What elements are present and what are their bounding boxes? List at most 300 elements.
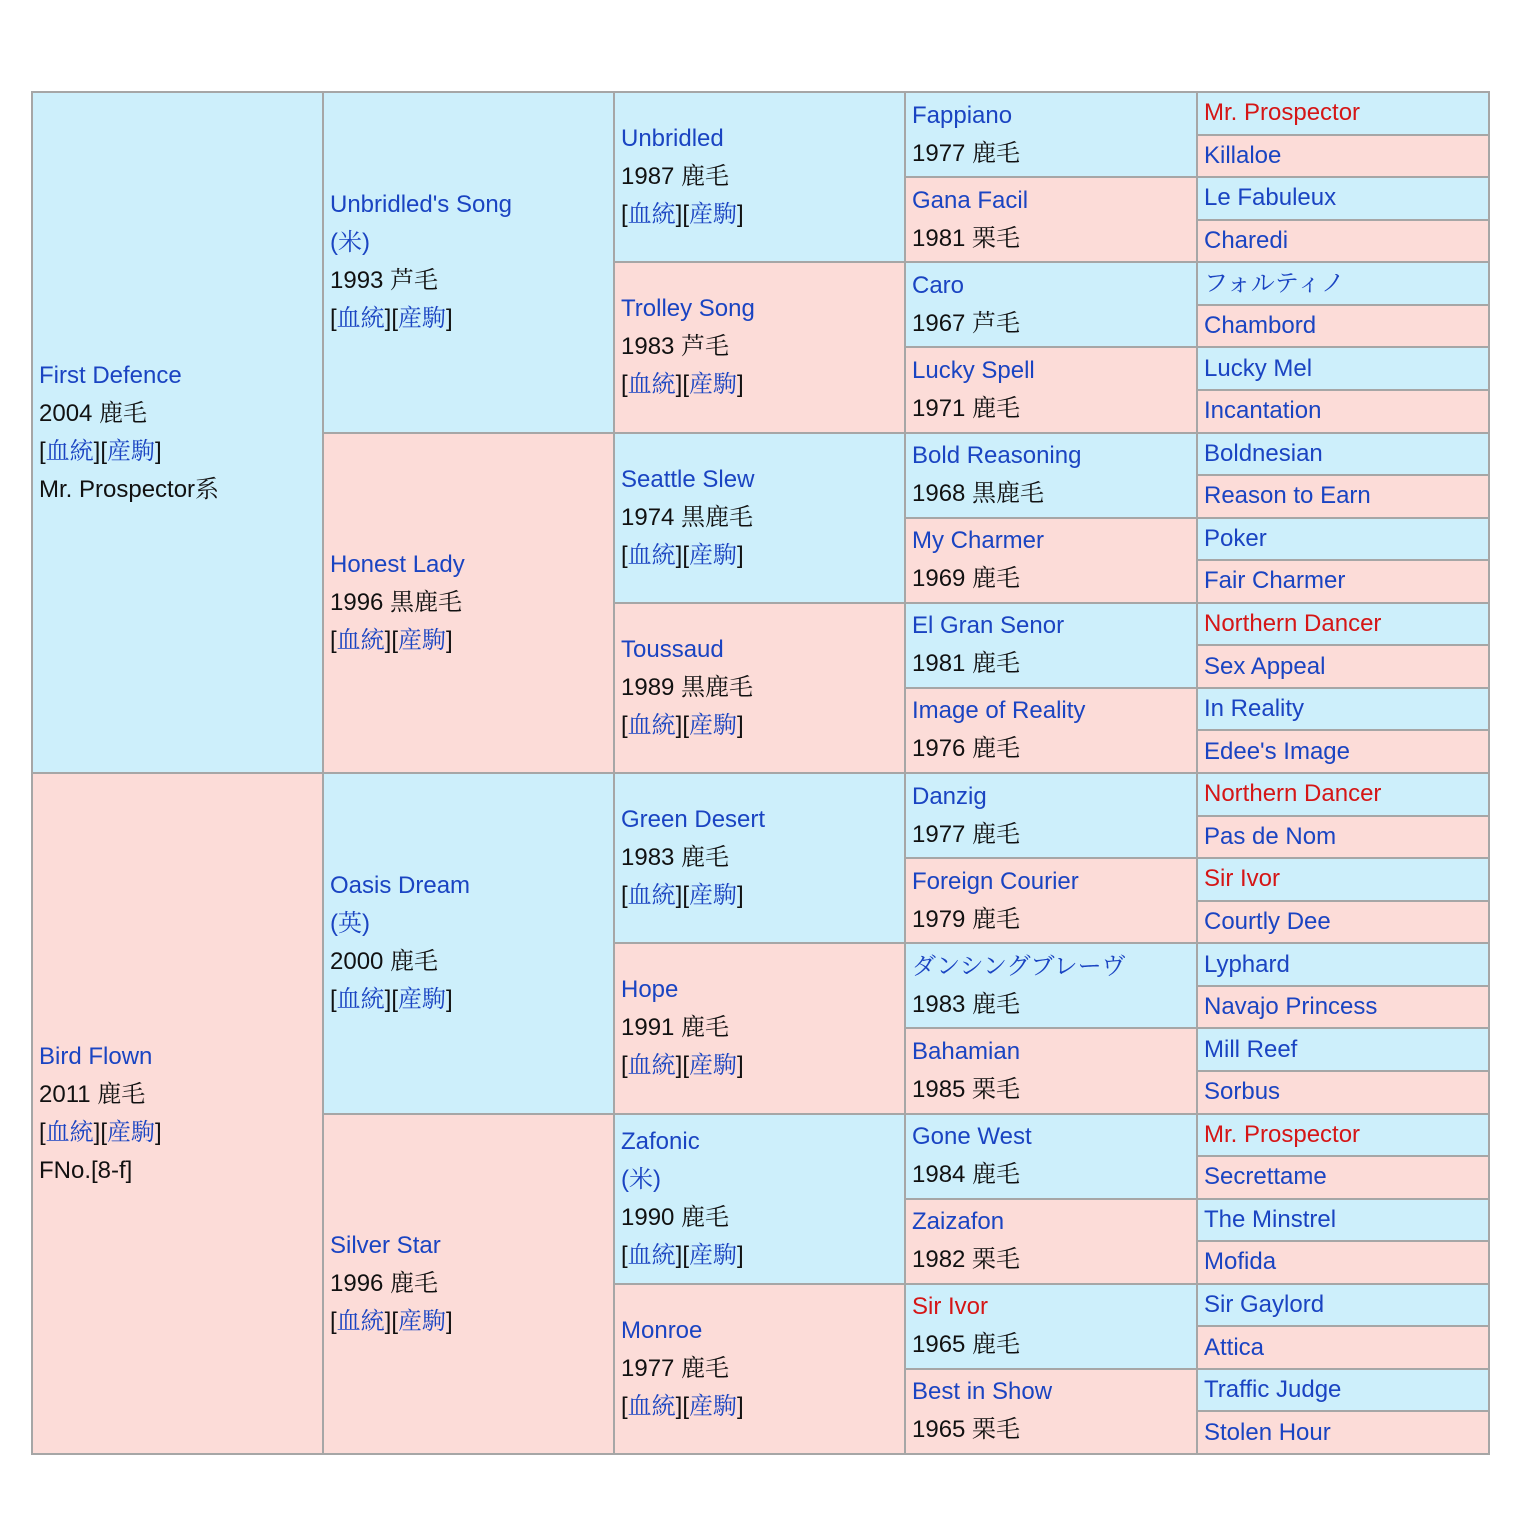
ancestor-cell-gen4: [905, 177, 1197, 262]
ancestor-cell-gen4: [905, 1028, 1197, 1113]
links-line: [血統][産駒]: [621, 201, 744, 229]
birth-year-color: 1987 鹿毛: [621, 163, 730, 191]
horse-name-link[interactable]: Foreign Courier: [912, 867, 1079, 895]
ancestor-cell-gen5: [1197, 1369, 1489, 1412]
pedigree-row: [32, 773, 1489, 816]
birth-year-color: 1983 芦毛: [621, 333, 730, 361]
pedigree-link[interactable]: 血統: [45, 1118, 94, 1146]
horse-name-link[interactable]: Gana Facil: [912, 186, 1029, 214]
ancestor-cell-gen4: [905, 1199, 1197, 1284]
horse-name-link[interactable]: Silver Star: [330, 1231, 441, 1259]
ancestor-cell-gen2: [323, 773, 614, 1114]
ancestor-cell-gen5: [1197, 305, 1489, 348]
ancestor-cell-gen2: [323, 1114, 614, 1455]
ancestor-cell-gen5: [1197, 688, 1489, 731]
ancestor-cell-gen4: [905, 688, 1197, 773]
lineage-note: Mr. Prospector系: [39, 475, 220, 503]
horse-name-link[interactable]: Northern Dancer: [1204, 610, 1382, 638]
horse-name-link[interactable]: Chambord: [1204, 312, 1317, 340]
horse-name-line: [1204, 179, 1482, 217]
birth-year-color: 1996 鹿毛: [330, 1269, 439, 1297]
birth-color-line: [621, 1009, 898, 1047]
pedigree-link[interactable]: 血統: [45, 437, 94, 465]
horse-name-link[interactable]: Bahamian: [912, 1037, 1021, 1065]
links-line: [血統][産駒]: [621, 1241, 744, 1269]
birth-color-line: [912, 560, 1190, 598]
horse-name-link[interactable]: Oasis Dream: [330, 872, 471, 900]
birth-color-line: [912, 220, 1190, 258]
ancestor-cell-gen5: [1197, 135, 1489, 178]
ancestor-cell-gen4: [905, 433, 1197, 518]
horse-name-line: [1204, 265, 1482, 303]
ancestor-cell-gen4: [905, 1114, 1197, 1199]
links-line: [血統][産駒]: [621, 1052, 744, 1080]
horse-name-link[interactable]: Image of Reality: [912, 697, 1086, 725]
horse-name-line: [912, 1203, 1190, 1241]
horse-name-line: [912, 267, 1190, 305]
ancestor-cell-gen3: [614, 262, 905, 432]
pedigree-link[interactable]: 血統: [627, 882, 676, 910]
ancestor-cell-gen5: [1197, 347, 1489, 390]
horse-name-line: [912, 1373, 1190, 1411]
pedigree-link[interactable]: 血統: [627, 371, 676, 399]
pedigree-link[interactable]: 血統: [336, 305, 385, 333]
country-link[interactable]: (英): [330, 910, 370, 938]
progeny-link[interactable]: 産駒: [689, 1052, 738, 1080]
horse-name-link[interactable]: Reason to Earn: [1204, 482, 1371, 510]
progeny-link[interactable]: 産駒: [689, 882, 738, 910]
birth-year-color: 1991 鹿毛: [621, 1014, 730, 1042]
ancestor-cell-gen4: [905, 518, 1197, 603]
horse-name-link[interactable]: Lyphard: [1204, 950, 1290, 978]
horse-name-line: [1204, 1158, 1482, 1196]
links-line: [血統][産駒]: [621, 882, 744, 910]
birth-color-line: [912, 475, 1190, 513]
links-line: [血統][産駒]: [39, 1118, 162, 1146]
horse-name-link[interactable]: Killaloe: [1204, 141, 1282, 169]
ancestor-cell-gen3: [614, 773, 905, 943]
horse-name-line: [912, 948, 1190, 986]
birth-year-color: 1984 鹿毛: [912, 1161, 1021, 1189]
horse-name-line: [1204, 520, 1482, 558]
horse-name-line: [330, 1227, 607, 1265]
horse-name-link[interactable]: Hope: [621, 976, 679, 1004]
horse-name-link[interactable]: ダンシングブレーヴ: [912, 952, 1126, 980]
horse-name-line: [1204, 818, 1482, 856]
progeny-link[interactable]: 産駒: [689, 541, 738, 569]
birth-year-color: 2000 鹿毛: [330, 948, 439, 976]
birth-color-line: [912, 730, 1190, 768]
ancestor-cell-gen4: [905, 262, 1197, 347]
horse-name-link[interactable]: Seattle Slew: [621, 465, 755, 493]
birth-year-color: 1985 栗毛: [912, 1075, 1021, 1103]
horse-name-line: [621, 801, 898, 839]
horse-name-line: [621, 120, 898, 158]
birth-year-color: 1982 栗毛: [912, 1246, 1021, 1274]
horse-name-line: [1204, 392, 1482, 430]
birth-color-line: [912, 645, 1190, 683]
progeny-link[interactable]: 産駒: [689, 201, 738, 229]
birth-year-color: 1974 黒鹿毛: [621, 503, 754, 531]
progeny-link[interactable]: 産駒: [398, 986, 447, 1014]
country-line: [330, 224, 607, 262]
horse-name-link[interactable]: Best in Show: [912, 1378, 1053, 1406]
ancestor-cell-gen5: [1197, 390, 1489, 433]
ancestor-cell-gen5: [1197, 560, 1489, 603]
ancestor-cell-gen5: [1197, 1241, 1489, 1284]
links-line: [血統][産駒]: [330, 626, 453, 654]
birth-color-line: [621, 1199, 898, 1237]
horse-name-line: [1204, 1329, 1482, 1367]
birth-color-line: [330, 943, 607, 981]
horse-name-link[interactable]: Sir Gaylord: [1204, 1291, 1325, 1319]
horse-name-line: [621, 461, 898, 499]
birth-year-color: 2004 鹿毛: [39, 399, 148, 427]
horse-name-link[interactable]: Zaizafon: [912, 1208, 1005, 1236]
horse-name-link[interactable]: Toussaud: [621, 635, 724, 663]
birth-year-color: 1990 鹿毛: [621, 1203, 730, 1231]
birth-color-line: [912, 1326, 1190, 1364]
horse-name-line: [1204, 94, 1482, 132]
horse-name-line: [1204, 1286, 1482, 1324]
links-line: [血統][産駒]: [39, 437, 162, 465]
horse-name-link[interactable]: Pas de Nom: [1204, 822, 1337, 850]
ancestor-cell-gen5: [1197, 645, 1489, 688]
horse-name-link[interactable]: Lucky Spell: [912, 356, 1035, 384]
links-line: [血統][産駒]: [621, 541, 744, 569]
ancestor-cell-gen5: [1197, 943, 1489, 986]
pedigree-link[interactable]: 血統: [336, 986, 385, 1014]
pedigree-link[interactable]: 血統: [627, 1241, 676, 1269]
horse-name-link[interactable]: Honest Lady: [330, 550, 465, 578]
horse-name-line: [1204, 350, 1482, 388]
ancestor-cell-gen3: [614, 1284, 905, 1454]
ancestor-cell-gen5: [1197, 1199, 1489, 1242]
horse-name-line: [1204, 946, 1482, 984]
horse-name-link[interactable]: Mr. Prospector: [1204, 99, 1361, 127]
birth-color-line: [621, 1350, 898, 1388]
horse-name-line: [39, 1038, 316, 1076]
horse-name-line: [1204, 1073, 1482, 1111]
ancestor-cell-gen5: [1197, 475, 1489, 518]
horse-name-line: [912, 352, 1190, 390]
horse-name-link[interactable]: Bold Reasoning: [912, 442, 1082, 470]
horse-name-link[interactable]: Sex Appeal: [1204, 652, 1326, 680]
horse-name-line: [1204, 903, 1482, 941]
horse-name-line: [1204, 690, 1482, 728]
horse-name-line: [621, 1123, 898, 1161]
birth-year-color: 1967 芦毛: [912, 309, 1021, 337]
birth-color-line: [330, 1265, 607, 1303]
horse-name-line: [1204, 733, 1482, 771]
horse-name-line: [1204, 435, 1482, 473]
horse-name-line: [912, 778, 1190, 816]
ancestor-cell-gen3: [614, 603, 905, 773]
horse-name-line: [1204, 1031, 1482, 1069]
ancestor-cell-gen2: [323, 92, 614, 433]
horse-name-line: [1204, 562, 1482, 600]
birth-color-line: [330, 262, 607, 300]
birth-year-color: 1989 黒鹿毛: [621, 673, 754, 701]
horse-name-link[interactable]: Mr. Prospector: [1204, 1120, 1361, 1148]
horse-name-link[interactable]: Danzig: [912, 782, 987, 810]
progeny-link[interactable]: 産駒: [107, 437, 156, 465]
horse-name-line: [1204, 222, 1482, 260]
birth-color-line: [912, 986, 1190, 1024]
horse-name-link[interactable]: In Reality: [1204, 695, 1305, 723]
birth-year-color: 1977 鹿毛: [912, 139, 1021, 167]
horse-name-link[interactable]: Mill Reef: [1204, 1035, 1298, 1063]
birth-color-line: [621, 839, 898, 877]
ancestor-cell-gen5: [1197, 1156, 1489, 1199]
horse-name-line: [1204, 137, 1482, 175]
horse-name-link[interactable]: My Charmer: [912, 527, 1045, 555]
ancestor-cell-gen5: [1197, 220, 1489, 263]
horse-name-link[interactable]: Le Fabuleux: [1204, 184, 1337, 212]
horse-name-link[interactable]: Charedi: [1204, 226, 1289, 254]
horse-name-link[interactable]: Courtly Dee: [1204, 907, 1331, 935]
birth-color-line: [621, 158, 898, 196]
ancestor-cell-gen4: [905, 773, 1197, 858]
birth-color-line: [621, 499, 898, 537]
pedigree-link[interactable]: 血統: [627, 1392, 676, 1420]
birth-year-color: 1983 鹿毛: [621, 844, 730, 872]
horse-name-link[interactable]: El Gran Senor: [912, 612, 1065, 640]
birth-year-color: 1979 鹿毛: [912, 905, 1021, 933]
horse-name-link[interactable]: Sorbus: [1204, 1078, 1281, 1106]
horse-name-link[interactable]: Unbridled's Song: [330, 191, 513, 219]
ancestor-cell-gen5: [1197, 1326, 1489, 1369]
horse-name-line: [1204, 477, 1482, 515]
country-line: [330, 905, 607, 943]
birth-year-color: 1983 鹿毛: [912, 990, 1021, 1018]
ancestor-cell-gen4: [905, 1369, 1197, 1454]
progeny-link[interactable]: 産駒: [689, 1392, 738, 1420]
horse-name-line: [912, 522, 1190, 560]
horse-name-line: [621, 290, 898, 328]
horse-name-line: [1204, 775, 1482, 813]
horse-name-link[interactable]: Green Desert: [621, 806, 766, 834]
horse-name-line: [39, 357, 316, 395]
ancestor-cell-gen5: [1197, 858, 1489, 901]
ancestor-cell-gen5: [1197, 92, 1489, 135]
horse-name-line: [912, 607, 1190, 645]
horse-name-link[interactable]: Monroe: [621, 1316, 703, 1344]
horse-name-link[interactable]: Stolen Hour: [1204, 1418, 1331, 1446]
horse-name-link[interactable]: Sir Ivor: [1204, 865, 1281, 893]
birth-year-color: 1977 鹿毛: [912, 820, 1021, 848]
horse-name-line: [912, 1118, 1190, 1156]
pedigree-table: [31, 91, 1490, 1455]
horse-name-link[interactable]: Edee's Image: [1204, 737, 1351, 765]
horse-name-link[interactable]: Northern Dancer: [1204, 780, 1382, 808]
horse-name-line: [621, 631, 898, 669]
birth-year-color: 1993 芦毛: [330, 267, 439, 295]
progeny-link[interactable]: 産駒: [107, 1118, 156, 1146]
ancestor-cell-gen4: [905, 603, 1197, 688]
horse-name-link[interactable]: Fair Charmer: [1204, 567, 1346, 595]
pedigree-link[interactable]: 血統: [627, 541, 676, 569]
birth-color-line: [912, 1411, 1190, 1449]
pedigree-row: [32, 92, 1489, 135]
horse-name-line: [912, 863, 1190, 901]
horse-name-link[interactable]: Unbridled: [621, 125, 724, 153]
horse-name-line: [1204, 1414, 1482, 1452]
horse-name-line: [912, 182, 1190, 220]
horse-name-line: [1204, 1371, 1482, 1409]
birth-color-line: [912, 390, 1190, 428]
links-line: [血統][産駒]: [330, 986, 453, 1014]
ancestor-cell-gen5: [1197, 986, 1489, 1029]
horse-name-link[interactable]: Lucky Mel: [1204, 354, 1313, 382]
progeny-link[interactable]: 産駒: [398, 305, 447, 333]
horse-name-link[interactable]: フォルティノ: [1204, 269, 1345, 297]
ancestor-cell-gen1: [32, 773, 323, 1454]
horse-name-link[interactable]: Zafonic: [621, 1127, 700, 1155]
ancestor-cell-gen5: [1197, 1114, 1489, 1157]
birth-color-line: [39, 395, 316, 433]
horse-name-link[interactable]: Trolley Song: [621, 295, 755, 323]
ancestor-cell-gen5: [1197, 1284, 1489, 1327]
birth-color-line: [621, 669, 898, 707]
ancestor-cell-gen5: [1197, 1028, 1489, 1071]
horse-name-line: [621, 971, 898, 1009]
birth-color-line: [912, 135, 1190, 173]
progeny-link[interactable]: 産駒: [398, 626, 447, 654]
birth-color-line: [912, 901, 1190, 939]
horse-name-line: [912, 97, 1190, 135]
birth-color-line: [39, 1076, 316, 1114]
country-link[interactable]: (米): [621, 1165, 661, 1193]
ancestor-cell-gen4: [905, 1284, 1197, 1369]
horse-name-line: [912, 1288, 1190, 1326]
horse-name-link[interactable]: The Minstrel: [1204, 1205, 1337, 1233]
ancestor-cell-gen5: [1197, 177, 1489, 220]
ancestor-cell-gen5: [1197, 1071, 1489, 1114]
ancestor-cell-gen5: [1197, 518, 1489, 561]
horse-name-link[interactable]: Navajo Princess: [1204, 993, 1378, 1021]
ancestor-cell-gen5: [1197, 730, 1489, 773]
horse-name-line: [330, 546, 607, 584]
pedigree-link[interactable]: 血統: [627, 711, 676, 739]
birth-year-color: 1971 鹿毛: [912, 394, 1021, 422]
horse-name-link[interactable]: Poker: [1204, 524, 1267, 552]
ancestor-cell-gen4: [905, 943, 1197, 1028]
birth-color-line: [330, 584, 607, 622]
pedigree-link[interactable]: 血統: [627, 1052, 676, 1080]
horse-name-line: [1204, 988, 1482, 1026]
links-line: [血統][産駒]: [621, 711, 744, 739]
pedigree-link[interactable]: 血統: [627, 201, 676, 229]
pedigree-link[interactable]: 血統: [336, 1307, 385, 1335]
horse-name-line: [912, 1033, 1190, 1071]
progeny-link[interactable]: 産駒: [689, 371, 738, 399]
birth-color-line: [912, 1071, 1190, 1109]
horse-name-line: [912, 437, 1190, 475]
progeny-link[interactable]: 産駒: [398, 1307, 447, 1335]
horse-name-link[interactable]: Gone West: [912, 1123, 1032, 1151]
horse-name-line: [1204, 307, 1482, 345]
birth-color-line: [621, 328, 898, 366]
country-line: [621, 1161, 898, 1199]
birth-year-color: 1969 鹿毛: [912, 565, 1021, 593]
birth-year-color: 1965 鹿毛: [912, 1331, 1021, 1359]
horse-name-line: [1204, 648, 1482, 686]
ancestor-cell-gen4: [905, 347, 1197, 432]
birth-year-color: 2011 鹿毛: [39, 1080, 146, 1108]
pedigree-link[interactable]: 血統: [336, 626, 385, 654]
ancestor-cell-gen5: [1197, 901, 1489, 944]
lineage-note: FNo.[8-f]: [39, 1156, 133, 1184]
horse-name-link[interactable]: Fappiano: [912, 101, 1013, 129]
progeny-link[interactable]: 産駒: [689, 711, 738, 739]
horse-name-line: [1204, 1116, 1482, 1154]
horse-name-line: [1204, 860, 1482, 898]
ancestor-cell-gen3: [614, 943, 905, 1113]
horse-name-line: [330, 186, 607, 224]
ancestor-cell-gen5: [1197, 816, 1489, 859]
birth-year-color: 1977 鹿毛: [621, 1354, 730, 1382]
birth-year-color: 1976 鹿毛: [912, 735, 1021, 763]
country-link[interactable]: (米): [330, 229, 370, 257]
ancestor-cell-gen1: [32, 92, 323, 773]
horse-name-line: [912, 692, 1190, 730]
ancestor-cell-gen3: [614, 433, 905, 603]
extra-line: [39, 1152, 316, 1190]
links-line: [血統][産駒]: [621, 371, 744, 399]
ancestor-cell-gen2: [323, 433, 614, 774]
birth-year-color: 1996 黒鹿毛: [330, 588, 463, 616]
birth-color-line: [912, 305, 1190, 343]
horse-name-line: [621, 1312, 898, 1350]
horse-name-link[interactable]: Secrettame: [1204, 1163, 1327, 1191]
extra-line: [39, 471, 316, 509]
ancestor-cell-gen3: [614, 92, 905, 262]
ancestor-cell-gen4: [905, 92, 1197, 177]
ancestor-cell-gen5: [1197, 773, 1489, 816]
birth-year-color: 1965 栗毛: [912, 1416, 1021, 1444]
horse-name-link[interactable]: Traffic Judge: [1204, 1376, 1342, 1404]
horse-name-link[interactable]: Attica: [1204, 1333, 1265, 1361]
birth-color-line: [912, 1156, 1190, 1194]
ancestor-cell-gen5: [1197, 1411, 1489, 1454]
progeny-link[interactable]: 産駒: [689, 1241, 738, 1269]
horse-name-line: [330, 867, 607, 905]
horse-name-link[interactable]: Sir Ivor: [912, 1293, 989, 1321]
horse-name-line: [1204, 605, 1482, 643]
birth-year-color: 1968 黒鹿毛: [912, 480, 1045, 508]
horse-name-link[interactable]: Caro: [912, 271, 965, 299]
ancestor-cell-gen3: [614, 1114, 905, 1284]
ancestor-cell-gen4: [905, 858, 1197, 943]
links-line: [血統][産駒]: [330, 1307, 453, 1335]
horse-name-link[interactable]: Incantation: [1204, 397, 1322, 425]
birth-year-color: 1981 鹿毛: [912, 650, 1021, 678]
ancestor-cell-gen5: [1197, 262, 1489, 305]
links-line: [血統][産駒]: [330, 305, 453, 333]
birth-color-line: [912, 816, 1190, 854]
horse-name-line: [1204, 1201, 1482, 1239]
birth-year-color: 1981 栗毛: [912, 224, 1021, 252]
horse-name-line: [1204, 1243, 1482, 1281]
ancestor-cell-gen5: [1197, 433, 1489, 476]
horse-name-link[interactable]: First Defence: [39, 361, 182, 389]
links-line: [血統][産駒]: [621, 1392, 744, 1420]
horse-name-link[interactable]: Mofida: [1204, 1248, 1277, 1276]
birth-color-line: [912, 1241, 1190, 1279]
horse-name-link[interactable]: Boldnesian: [1204, 439, 1323, 467]
horse-name-link[interactable]: Bird Flown: [39, 1042, 153, 1070]
